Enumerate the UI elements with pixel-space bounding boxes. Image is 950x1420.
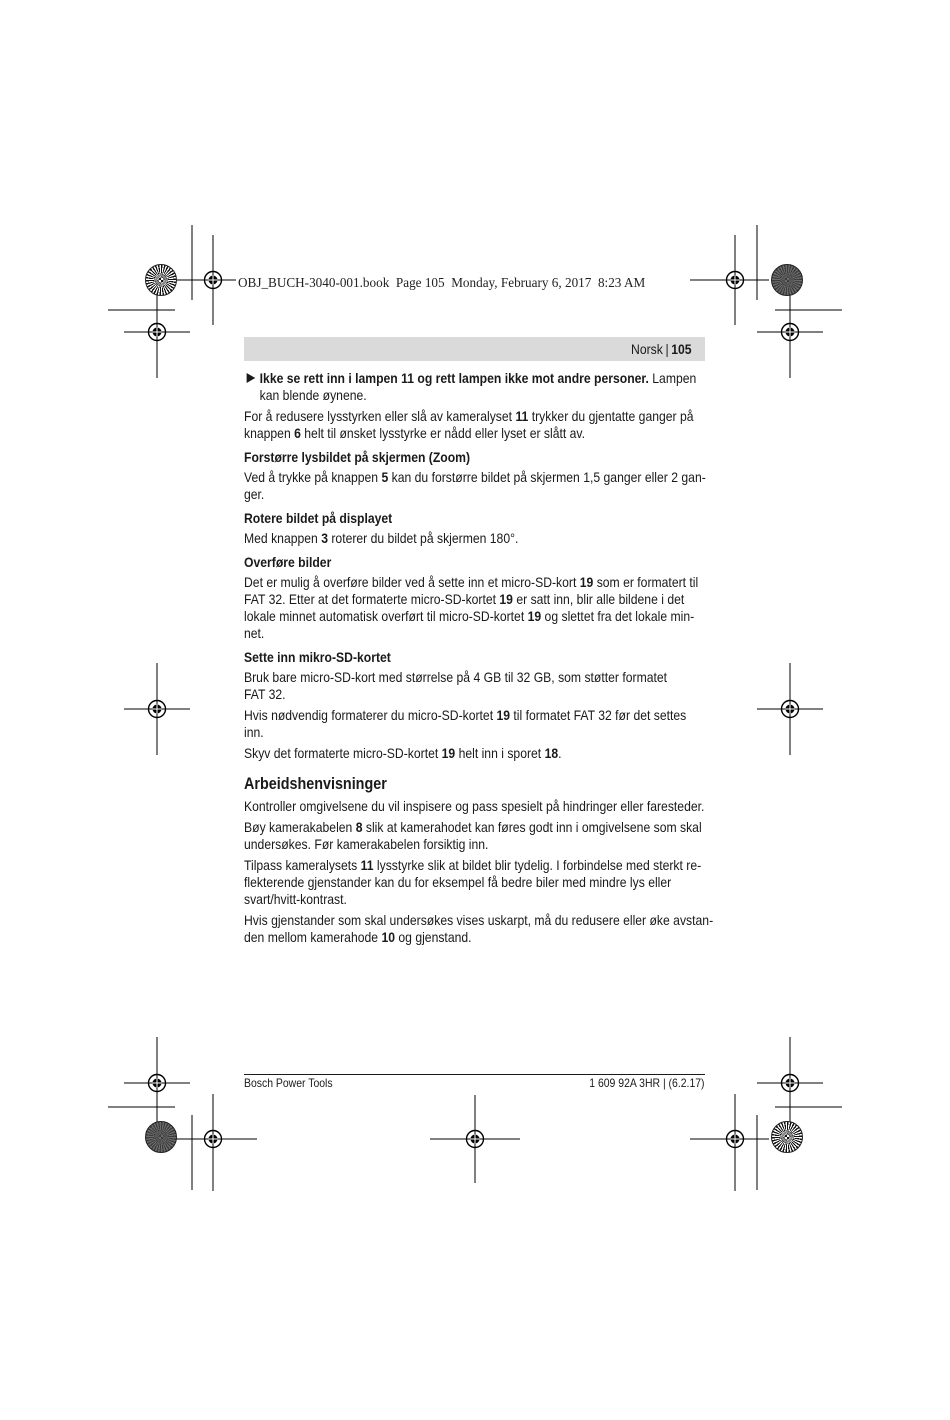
text-line [244,774,705,794]
starburst-mark [771,264,803,296]
text-run: Forstørre lysbildet på skjermen (Zoom) [244,449,471,465]
print-slug: OBJ_BUCH-3040-001.book Page 105 Monday, February 6, 2017 8:23 AM [238,275,646,290]
text-run: inn. [244,724,264,740]
text-run: slik at kamerahodet kan føres godt inn i omgivelsene som skal [362,819,702,835]
registration-mark [124,288,190,378]
registration-mark [757,663,823,755]
text-line [244,591,705,608]
paragraph [244,530,705,547]
text-run: . [558,745,562,761]
registration-mark [169,1094,257,1191]
starburst-mark [145,1121,177,1153]
text-run: lysstyrke slik at bildet blir tydelig. I forbindelse med sterkt re- [373,857,702,873]
text-line [244,469,705,486]
registration-mark [430,1095,520,1183]
bold-run: 19 [579,574,594,590]
text-run: For å redusere lysstyrken eller slå av kameralyset [244,408,516,424]
bold-run: 18 [544,745,559,761]
text-run: Skyv det formaterte micro-SD-kortet [244,745,442,761]
text-line [260,370,705,387]
header-separator: | [665,341,670,357]
bold-run: 19 [499,591,513,607]
registration-mark [169,235,236,325]
text-line [244,874,705,891]
text-line [260,387,705,404]
text-run: Tilpass kameralysets [244,857,361,873]
registration-mark [124,663,190,755]
registration-mark [757,1037,823,1129]
text-run: og gjenstand. [394,929,472,945]
header-label [631,337,692,361]
text-run: Hvis nødvendig formaterer du micro-SD-kortet [244,707,497,723]
text-line [244,745,705,762]
text-line [244,425,705,442]
text-line [244,608,705,625]
bold-run: 5 [381,469,389,485]
text-line [244,891,705,908]
text-run: og slettet fra det lokale min- [541,608,695,624]
running-header [244,337,705,361]
subsection-heading [244,510,705,527]
text-run: Lampen [648,370,697,386]
paragraph [244,408,705,442]
text-run: net. [244,625,265,641]
bold-run: 19 [496,707,511,723]
text-run: Hvis gjenstander som skal undersøkes vises uskarpt, må du redusere eller øke avstan- [244,912,714,928]
text-run: trykker du gjentatte ganger på [528,408,694,424]
text-run: FAT 32. [244,686,286,702]
text-run: kan blende øynene. [259,387,367,403]
bold-run: 11 [360,857,374,873]
text-run: Ved å trykke på knappen [244,469,382,485]
text-line [244,929,705,946]
text-line [244,554,705,571]
bold-run: 8 [355,819,363,835]
bold-run: 19 [441,745,456,761]
text-line [244,669,705,686]
text-line [244,625,705,642]
text-run: Bruk bare micro-SD-kort med størrelse på 4 GB til 32 GB, som støtter formatet [244,669,668,685]
text-run: Bøy kamerakabelen [244,819,356,835]
text-line [244,707,705,724]
text-run: som er formatert til [593,574,699,590]
starburst-mark [145,264,177,296]
paragraph [244,912,714,946]
text-run: roterer du bildet på skjermen 180°. [327,530,519,546]
subsection-heading [244,449,705,466]
text-run: helt inn i sporet [455,745,545,761]
paragraph [244,798,705,815]
page-number: 105 [671,341,692,357]
bold-run: Ikke se rett inn i lampen 11 og rett lampen ikke mot andre personer. [259,370,649,386]
text-run: FAT 32. Etter at det formaterte micro-SD-kortet [244,591,500,607]
text-line [244,408,705,425]
subsection-heading [244,554,705,571]
text-run: knappen [244,425,295,441]
text-line [244,912,714,929]
text-run: den mellom kamerahode [244,929,382,945]
text-run: helt til ønsket lysstyrke er nådd eller lyset er slått av. [300,425,585,441]
bullet-triangle-icon [247,373,256,383]
text-line [244,510,705,527]
subsection-heading [244,649,705,666]
text-run: Kontroller omgivelsene du vil inspisere og pass spesielt på hindringer eller faresteder. [244,798,705,814]
paragraph [244,745,705,762]
text-line [244,686,705,703]
bullet-item [244,370,705,404]
text-line [244,836,705,853]
bold-run: 3 [321,530,328,546]
text-line [244,857,705,874]
paragraph [244,707,705,741]
registration-mark [124,1037,190,1129]
bold-run: 6 [294,425,301,441]
text-run: Rotere bildet på displayet [244,510,393,526]
text-run: Det er mulig å overføre bilder ved å sette inn et micro-SD-kort [244,574,580,590]
text-line [244,724,705,741]
text-run: kan du forstørre bildet på skjermen 1,5 ganger eller 2 gan- [388,469,706,485]
text-run: ger. [244,486,265,502]
text-run: flekterende gjenstander kan du for eksempel få bedre biler med mindre lys eller [244,874,672,890]
text-line [244,530,705,547]
bold-run: 11 [515,408,529,424]
text-line [244,486,705,503]
text-run: Med knappen [244,530,322,546]
paragraph [244,857,705,908]
text-line [244,819,705,836]
text-line [244,798,705,815]
text-run: Overføre bilder [244,554,332,570]
header-section: Norsk [631,341,664,357]
page-footer [244,1075,705,1091]
bold-run: 19 [527,608,542,624]
text-line [244,449,705,466]
footer-publisher: Bosch Power Tools [244,1076,333,1090]
paragraph [244,819,705,853]
paragraph [244,669,705,703]
text-run: til formatet FAT 32 før det settes [510,707,687,723]
paragraph [244,574,705,642]
text-line [244,574,705,591]
starburst-mark [771,1121,803,1153]
paragraph [244,469,705,503]
text-column [244,370,714,946]
text-run: svart/hvitt-kontrast. [244,891,347,907]
text-run: lokale minnet automatisk overført til micro-SD-kortet [244,608,528,624]
registration-mark [757,288,823,378]
section-heading [244,774,705,794]
text-run: Sette inn mikro-SD-kortet [244,649,391,665]
footer-doc-code: 1 609 92A 3HR | (6.2.17) [589,1076,705,1090]
text-run: Arbeidshenvisninger [244,775,387,793]
text-run: undersøkes. Før kamerakabelen forsiktig inn. [244,836,489,852]
text-line [244,649,705,666]
bold-run: 10 [381,929,395,945]
text-run: er satt inn, blir alle bildene i det [512,591,685,607]
